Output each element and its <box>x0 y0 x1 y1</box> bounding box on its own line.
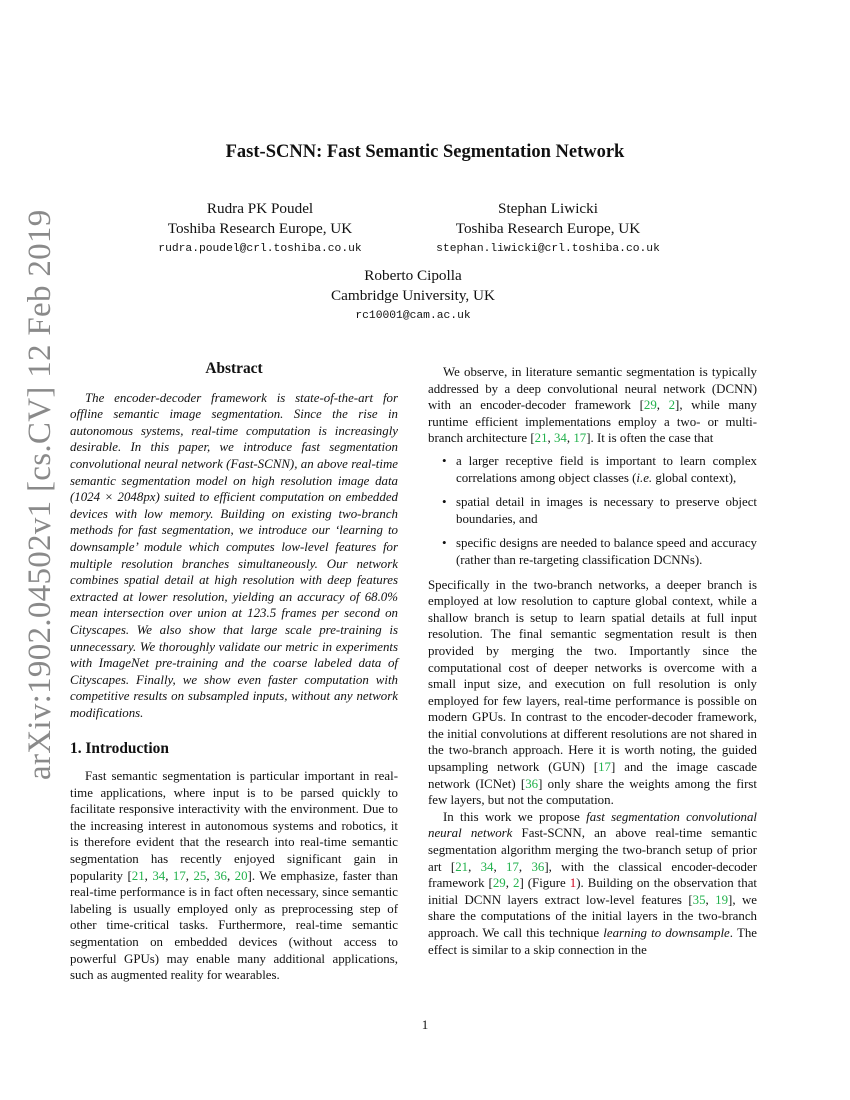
intro-paragraph-4: In this work we propose fast segmentation convolutional neural network Fast-SCNN, an above real-time semantic segmentation algorithm merging the two-branch setup of prior art [21, 34, 17, 36], with the classical encoder-decoder framework [29, 2] (Figure 1). Building on the observation that initial DCNN layers extract low-level features [35, 19], we share the computations of the initial layers in the two-branch approach. We call this technique learning to downsample. The effect is similar to a skip connection in the <box>428 809 758 957</box>
citation-link[interactable]: 34 <box>480 859 494 874</box>
list-item: • a larger receptive field is important to learn complex correlations among object classes (i.e. global context), <box>456 453 757 486</box>
citation-link[interactable]: 17 <box>172 868 186 883</box>
citation-link[interactable]: 17 <box>598 760 611 775</box>
citation-link[interactable]: 17 <box>573 431 587 446</box>
abstract-heading: Abstract <box>205 360 263 377</box>
citation-link[interactable]: 36 <box>525 776 539 791</box>
author-email[interactable]: rudra.poudel@crl.toshiba.co.uk <box>158 243 362 255</box>
citation-link[interactable]: 34 <box>553 431 567 446</box>
citation-link[interactable]: 29 <box>643 398 657 413</box>
paper-title: Fast-SCNN: Fast Semantic Segmentation Network <box>225 142 625 162</box>
citation-link[interactable]: 2 <box>513 876 520 891</box>
author-name: Roberto Cipolla <box>364 267 462 284</box>
list-item: • specific designs are needed to balance speed and accuracy (rather than re-targeting classification DCNNs). <box>456 535 757 568</box>
intro-paragraph-3: Specifically in the two-branch networks, a deeper branch is employed at low resolution to capture global context, while a shallow branch is setup to learn spatial details at full input resolution. The final semantic segmentation result is then provided by merging the two. Importantly since the computational cost of deeper networks is overcome with a small input size, and execution on full resolution is only employed for few layers, real-time performance is possible on modern GPUs. In contrast to the encoder-decoder framework, the initial convolutions at different resolutions are not shared in the two-branch approach. Here it is worth noting, the guided upsampling network (GUN) [17] and the image cascade network (ICNet) [36] only share the weights among the first few layers, but not the computation. <box>428 577 758 808</box>
intro-paragraph-1: Fast semantic segmentation is particular important in real-time applications, where input is to be parsed quickly to facilitate responsive interactivity with the environment. Due to the increasing interest in autonomous systems and robotics, it is therefore evident that the research into real-time semantic segmentation has recently enjoyed significant gain in popularity [21, 34, 17, 25, 36, 20]. We emphasize, faster than real-time performance is in fact often necessary, since semantic labeling is usually employed only as preprocessing step of other time-critical tasks. Furthermore, real-time semantic segmentation on embedded devices (without access to powerful GPUs) may enable many additional applications, such as augmented reality for wearables. <box>70 769 398 983</box>
author-email[interactable]: rc10001@cam.ac.uk <box>355 310 471 322</box>
intro-paragraph-2: We observe, in literature semantic segmentation is typically addressed by a deep convolutional neural network (DCNN) with an encoder-decoder framework [29, 2], while many runtime efficient implementations employ a two- or multi-branch architecture [21, 34, 17]. It is often the case that <box>428 365 757 446</box>
page-number: 1 <box>421 1017 429 1032</box>
citation-link[interactable]: 20 <box>234 868 248 883</box>
list-item: • spatial detail in images is necessary to preserve object boundaries, and <box>456 494 757 527</box>
author-email[interactable]: stephan.liwicki@crl.toshiba.co.uk <box>436 243 660 255</box>
author-name: Rudra PK Poudel <box>206 200 314 217</box>
citation-link[interactable]: 29 <box>492 876 506 891</box>
citation-link[interactable]: 36 <box>531 859 545 874</box>
citation-link[interactable]: 17 <box>506 859 519 874</box>
author-name: Stephan Liwicki <box>498 200 598 217</box>
author-affiliation: Toshiba Research Europe, UK <box>455 220 641 237</box>
citation-link[interactable]: 34 <box>152 868 166 883</box>
abstract-text: The encoder-decoder framework is state-of-the-art for offline semantic image segmentation. Since the rise in autonomous systems, real-time computation is increasingly desirable. In this paper, we introduce fast segmentation convolutional neural network (Fast-SCNN), an above real-time semantic segmentation model on high resolution image data (1024 × 2048px) suited to efficient computation on embedded devices with low memory. Building on existing two-branch methods for fast segmentation, we introduce our ‘learning to downsample’ module which computes low-level features for multiple resolution branches simultaneously. Our network combines spatial detail at high resolution with deep features extracted at lower resolution, yielding an accuracy of 68.0% mean intersection over union at 123.5 frames per second on Cityscapes. We also show that large scale pre-training is unnecessary. We thoroughly validate our metric in experiments with ImageNet pre-training and the coarse labeled data of Cityscapes. Finally, we show even faster computation with competitive results on subsampled inputs, without any network modifications. <box>70 390 398 720</box>
citation-link[interactable]: 36 <box>214 868 227 883</box>
author-block-2 <box>398 199 698 258</box>
author-affiliation: Toshiba Research Europe, UK <box>167 220 353 237</box>
author-block-3 <box>263 266 563 325</box>
citation-link[interactable]: 21 <box>131 868 145 883</box>
citation-link[interactable]: 2 <box>668 398 676 413</box>
citation-link[interactable]: 21 <box>455 859 469 874</box>
author-block-1 <box>110 199 410 258</box>
bullet-list <box>428 453 757 569</box>
figure-link[interactable]: 1 <box>569 876 577 891</box>
citation-link[interactable]: 21 <box>534 431 548 446</box>
citation-link[interactable]: 35 <box>692 892 706 907</box>
right-column <box>428 364 757 958</box>
citation-link[interactable]: 19 <box>715 892 729 907</box>
arxiv-stamp: arXiv:1902.04502v1 [cs.CV] 12 Feb 2019 <box>22 209 58 780</box>
author-affiliation: Cambridge University, UK <box>331 287 495 304</box>
citation-link[interactable]: 25 <box>193 868 207 883</box>
section-heading: 1. Introduction <box>70 740 169 758</box>
left-column <box>70 360 398 984</box>
